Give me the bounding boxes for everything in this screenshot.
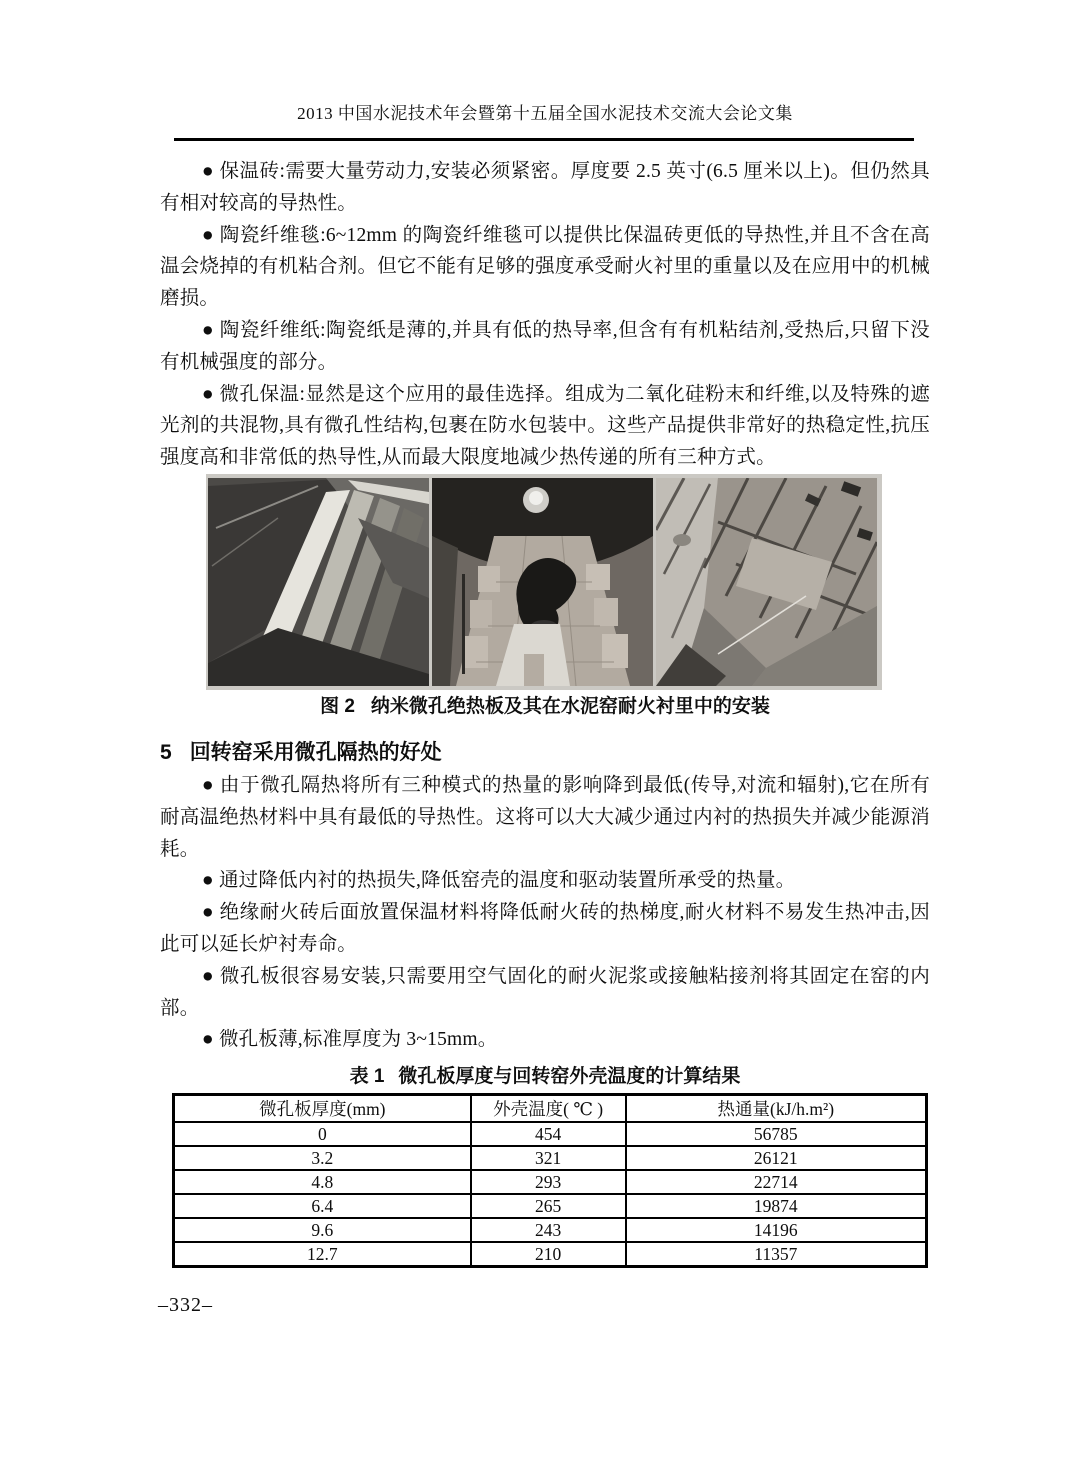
table-cell: 12.7 (174, 1242, 471, 1267)
table-row (174, 1194, 927, 1218)
table1-caption-text: 微孔板厚度与回转窑外壳温度的计算结果 (398, 1066, 741, 1088)
column-header-shell-temperature: 外壳温度( ℃ ) (471, 1095, 626, 1123)
figure2-label: 图 2 (320, 695, 355, 717)
table-cell: 11357 (626, 1242, 927, 1267)
page-header-title: 2013 中国水泥技术年会暨第十五届全国水泥技术交流大会论文集 (297, 104, 793, 123)
figure2-caption (160, 694, 930, 720)
table-cell: 454 (471, 1122, 626, 1146)
header-rule (174, 138, 914, 141)
table-cell: 26121 (626, 1146, 927, 1170)
bullet-paragraph-insulating-brick: ● 保温砖:需要大量劳动力,安装必须紧密。厚度要 2.5 英寸(6.5 厘米以上)。但仍然具有相对较高的导热性。 (160, 161, 930, 214)
page-number: –332– (158, 1294, 213, 1316)
figure2-photo-strip (206, 474, 882, 690)
table-cell: 293 (471, 1170, 626, 1194)
table-row (174, 1122, 927, 1146)
table-header-row (174, 1095, 927, 1123)
table-cell: 243 (471, 1218, 626, 1242)
table-row (174, 1218, 927, 1242)
section5-heading (160, 740, 930, 766)
kiln-interior-installation-photo (432, 478, 653, 686)
table-row (174, 1146, 927, 1170)
bullet-paragraph-easy-installation: ● 微孔板很容易安装,只需要用空气固化的耐火泥浆或接触粘接剂将其固定在窑的内部。 (160, 965, 930, 1019)
table-cell: 4.8 (174, 1170, 471, 1194)
table-cell: 3.2 (174, 1146, 471, 1170)
table-cell: 265 (471, 1194, 626, 1218)
bullet-paragraph-microporous-insulation: ● 微孔保温:显然是这个应用的最佳选择。组成为二氧化硅粉末和纤维,以及特殊的遮光剂的共混物,具有微孔性结构,包裹在防水包装中。这些产品提供非常好的热稳定性,抗压强度高和非常低的热导性,从而最大限度地减少热传递的所有三种方式。 (160, 383, 930, 469)
bullet-paragraph-ceramic-fiber-paper: ● 陶瓷纤维纸:陶瓷纸是薄的,并具有低的热导率,但含有有机粘结剂,受热后,只留下没有机械强度的部分。 (160, 319, 930, 373)
table-cell: 22714 (626, 1170, 927, 1194)
table-row (174, 1242, 927, 1267)
bullet-paragraph-thermal-gradient: ● 绝缘耐火砖后面放置保温材料将降低耐火砖的热梯度,耐火材料不易发生热冲击,因此可以延长炉衬寿命。 (160, 902, 930, 955)
table-cell: 9.6 (174, 1218, 471, 1242)
table-cell: 14196 (626, 1218, 927, 1242)
intro-bullet-list (160, 156, 930, 474)
bullet-paragraph-thin-board: ● 微孔板薄,标准厚度为 3~15mm。 (201, 1029, 498, 1051)
section5-title: 回转窑采用微孔隔热的好处 (189, 740, 442, 764)
table-cell: 0 (174, 1122, 471, 1146)
bullet-paragraph-ceramic-fiber-blanket: ● 陶瓷纤维毯:6~12mm 的陶瓷纤维毯可以提供比保温砖更低的导热性,并且不含在高温会烧掉的有机粘合剂。但它不能有足够的强度承受耐火衬里的重量以及在应用中的机械磨损。 (160, 224, 930, 310)
table-cell: 210 (471, 1242, 626, 1267)
bullet-paragraph-lowest-conductivity: ● 由于微孔隔热将所有三种模式的热量的影响降到最低(传导,对流和辐射),它在所有耐高温绝热材料中具有最低的导热性。这将可以大大减少通过内衬的热损失并减少能源消耗。 (160, 774, 930, 860)
table1-caption (160, 1064, 930, 1090)
microporous-insulation-boards-photo (208, 478, 429, 686)
figure2-caption-text: 纳米微孔绝热板及其在水泥窑耐火衬里中的安装 (370, 695, 770, 717)
table-row (174, 1170, 927, 1194)
benefits-bullet-list (160, 770, 930, 1056)
column-header-heat-flux: 热通量(kJ/h.m²) (626, 1095, 927, 1123)
page-body (160, 103, 930, 1268)
table-cell: 56785 (626, 1122, 927, 1146)
table-cell: 6.4 (174, 1194, 471, 1218)
table1-label: 表 1 (349, 1066, 385, 1088)
table-cell: 321 (471, 1146, 626, 1170)
section5-number: 5 (160, 740, 172, 764)
bullet-paragraph-shell-temperature: ● 通过降低内衬的热损失,降低窑壳的温度和驱动装置所承受的热量。 (201, 870, 796, 892)
refractory-brick-lining-photo (656, 478, 877, 686)
table1 (172, 1093, 928, 1268)
table-cell: 19874 (626, 1194, 927, 1218)
column-header-thickness: 微孔板厚度(mm) (174, 1095, 471, 1123)
